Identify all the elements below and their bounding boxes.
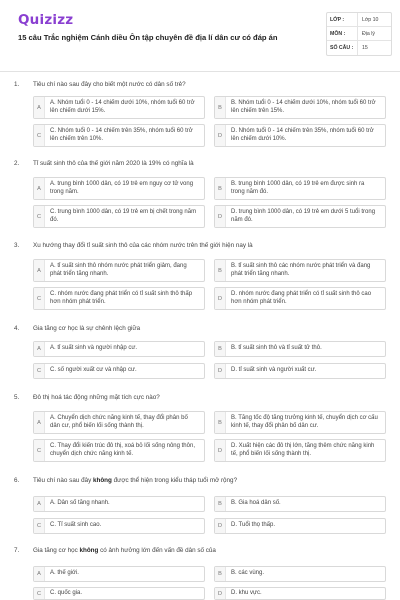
option-c[interactable]	[33, 587, 205, 600]
meta-value: Lớp 10	[357, 13, 391, 26]
option-b[interactable]	[214, 566, 386, 582]
option-letter: A	[34, 97, 45, 118]
header-divider	[0, 71, 400, 72]
question-number: 2.	[14, 160, 20, 167]
option-text: B. Tăng tốc độ tăng trưởng kinh tế, chuyển dịch cơ cấu kinh tế, thay đổi phân bố dân cư.	[231, 414, 378, 429]
option-letter: A	[34, 567, 45, 581]
option-d[interactable]	[214, 439, 386, 462]
option-text: C. trung bình 1000 dân, có 19 trẻ em bị chết trong năm đó.	[50, 208, 197, 223]
option-letter: B	[215, 497, 226, 511]
question-text: Tỉ suất sinh thô của thế giới năm 2020 là 19% có nghĩa là	[33, 160, 194, 167]
option-text: C. Tỉ suất sinh cao.	[50, 522, 102, 529]
option-text: B. Gia hoá dân số.	[231, 500, 281, 507]
option-text: B. các vùng.	[231, 570, 265, 577]
option-letter: B	[215, 97, 226, 118]
option-d[interactable]	[214, 124, 386, 147]
option-text: B. trung bình 1000 dân, có 19 trẻ em được sinh ra trong năm đó.	[231, 180, 365, 195]
option-text: C. quốc gia.	[50, 589, 83, 596]
option-c[interactable]	[33, 363, 205, 379]
option-b[interactable]	[214, 259, 386, 282]
option-letter: A	[34, 342, 45, 356]
option-letter: C	[34, 588, 45, 599]
option-c[interactable]	[33, 518, 205, 534]
option-letter: C	[34, 364, 45, 378]
option-d[interactable]	[214, 587, 386, 600]
option-a[interactable]	[33, 177, 205, 200]
option-text: D. trung bình 1000 dân, có 19 trẻ em dưới 5 tuổi trong năm đó.	[231, 208, 376, 223]
meta-box	[326, 12, 392, 56]
question-text: Gia tăng cơ học là sự chênh lệch giữa	[33, 325, 141, 332]
option-text: A. thế giới.	[50, 570, 79, 577]
option-letter: C	[34, 206, 45, 227]
question-number: 1.	[14, 81, 20, 88]
option-text: D. nhóm nước đang phát triển có tỉ suất sinh thô cao hơn nhóm phát triển.	[231, 290, 372, 305]
option-text: A. Nhóm tuổi 0 - 14 chiếm dưới 10%, nhóm tuổi 60 trở lên chiếm dưới 15%.	[50, 99, 195, 114]
option-b[interactable]	[214, 96, 386, 119]
question-text: Gia tăng cơ học không có ảnh hưởng lớn đến vấn đề dân số của	[33, 547, 216, 554]
quizizz-logo: Quizizz	[18, 12, 74, 28]
option-text: C. số người xuất cư và nhập cư.	[50, 367, 137, 374]
meta-row-count	[327, 41, 391, 55]
option-text: C. Nhóm tuổi 0 - 14 chiếm trên 35%, nhóm tuổi 60 trở lên chiếm trên 10%.	[50, 127, 193, 142]
option-text: A. Dân số tăng nhanh.	[50, 500, 110, 507]
question-number: 5.	[14, 394, 20, 401]
question-number: 6.	[14, 477, 20, 484]
option-text: D. tỉ suất sinh và người xuất cư.	[231, 367, 317, 374]
option-text: D. Xuất hiện các đô thị lớn, tăng thêm chức năng kinh tế, phổ biến lối sống thành thị.	[231, 442, 375, 457]
option-c[interactable]	[33, 205, 205, 228]
option-a[interactable]	[33, 496, 205, 512]
question-number: 3.	[14, 242, 20, 249]
option-text: A. trung bình 1000 dân, có 19 trẻ em nguy cơ tử vong trong năm.	[50, 180, 194, 195]
option-letter: A	[34, 260, 45, 281]
option-letter: D	[215, 125, 226, 146]
option-text: D. Nhóm tuổi 0 - 14 chiếm trên 35%, nhóm tuổi 60 trở lên chiếm dưới 10%.	[231, 127, 374, 142]
document-header	[0, 0, 400, 66]
question-text: Xu hướng thay đổi tỉ suất sinh thô của các nhóm nước trên thế giới hiện nay là	[33, 242, 253, 249]
option-letter: D	[215, 588, 226, 599]
option-text: A. tỉ suất sinh thô nhóm nước phát triển giảm, đang phát triển tăng nhanh.	[50, 262, 187, 277]
question-number: 7.	[14, 547, 20, 554]
option-a[interactable]	[33, 411, 205, 434]
option-b[interactable]	[214, 341, 386, 357]
question-text: Tiêu chí nào sau đây không được thể hiện trong kiểu tháp tuổi mở rộng?	[33, 477, 238, 484]
option-text: B. tỉ suất sinh thô các nhóm nước phát triển và đang phát triển tăng nhanh.	[231, 262, 371, 277]
meta-label: MÔN :	[330, 30, 346, 37]
option-letter: B	[215, 412, 226, 433]
option-letter: D	[215, 519, 226, 533]
option-text: B. tỉ suất sinh thô và tỉ suất tử thô.	[231, 345, 322, 352]
option-text: B. Nhóm tuổi 0 - 14 chiếm dưới 10%, nhóm tuổi 60 trở lên chiếm trên 15%.	[231, 99, 376, 114]
meta-label: LỚP :	[330, 16, 345, 23]
option-letter: A	[34, 497, 45, 511]
option-a[interactable]	[33, 96, 205, 119]
question-number: 4.	[14, 325, 20, 332]
option-letter: D	[215, 288, 226, 309]
option-d[interactable]	[214, 518, 386, 534]
option-text: C. nhóm nước đang phát triển có tỉ suất sinh thô thấp hơn nhóm phát triển.	[50, 290, 193, 305]
option-a[interactable]	[33, 566, 205, 582]
option-text: D. khu vực.	[231, 589, 262, 596]
option-text: A. Chuyển dịch chức năng kinh tế, thay đổi phân bố dân cư, phổ biến lối sống thành thị.	[50, 414, 188, 429]
option-d[interactable]	[214, 363, 386, 379]
meta-value: Địa lý	[357, 27, 391, 40]
option-letter: B	[215, 178, 226, 199]
option-letter: B	[215, 260, 226, 281]
option-letter: B	[215, 567, 226, 581]
option-letter: A	[34, 412, 45, 433]
option-letter: C	[34, 440, 45, 461]
meta-label: SỐ CÂU :	[330, 45, 354, 51]
emphasis-not: không	[92, 477, 112, 484]
option-letter: C	[34, 519, 45, 533]
option-b[interactable]	[214, 496, 386, 512]
option-d[interactable]	[214, 287, 386, 310]
option-letter: C	[34, 288, 45, 309]
question-text: Tiêu chí nào sau đây cho biết một nước có dân số trẻ?	[33, 81, 186, 88]
option-a[interactable]	[33, 341, 205, 357]
option-d[interactable]	[214, 205, 386, 228]
option-text: D. Tuổi thọ thấp.	[231, 522, 276, 529]
option-letter: C	[34, 125, 45, 146]
option-c[interactable]	[33, 287, 205, 310]
document-title: 15 câu Trắc nghiệm Cánh diều Ôn tập chuyên đề địa lí dân cư có đáp án	[18, 33, 278, 42]
question-text: Đô thị hoá tác động những mặt tích cực nào?	[33, 394, 160, 401]
option-letter: D	[215, 206, 226, 227]
option-text: C. Thay đổi kiến trúc đô thị, xoá bỏ lối sống nông thôn, chuyển dịch chức năng kinh tế.	[50, 442, 195, 457]
option-letter: D	[215, 364, 226, 378]
option-letter: A	[34, 178, 45, 199]
option-b[interactable]	[214, 177, 386, 200]
emphasis-not: không	[79, 547, 99, 554]
option-a[interactable]	[33, 259, 205, 282]
option-letter: D	[215, 440, 226, 461]
option-letter: B	[215, 342, 226, 356]
meta-row-grade	[327, 13, 391, 27]
option-c[interactable]	[33, 439, 205, 462]
option-c[interactable]	[33, 124, 205, 147]
option-text: A. tỉ suất sinh và người nhập cư.	[50, 345, 138, 352]
meta-value: 15	[357, 41, 391, 55]
option-b[interactable]	[214, 411, 386, 434]
meta-row-subject	[327, 27, 391, 41]
